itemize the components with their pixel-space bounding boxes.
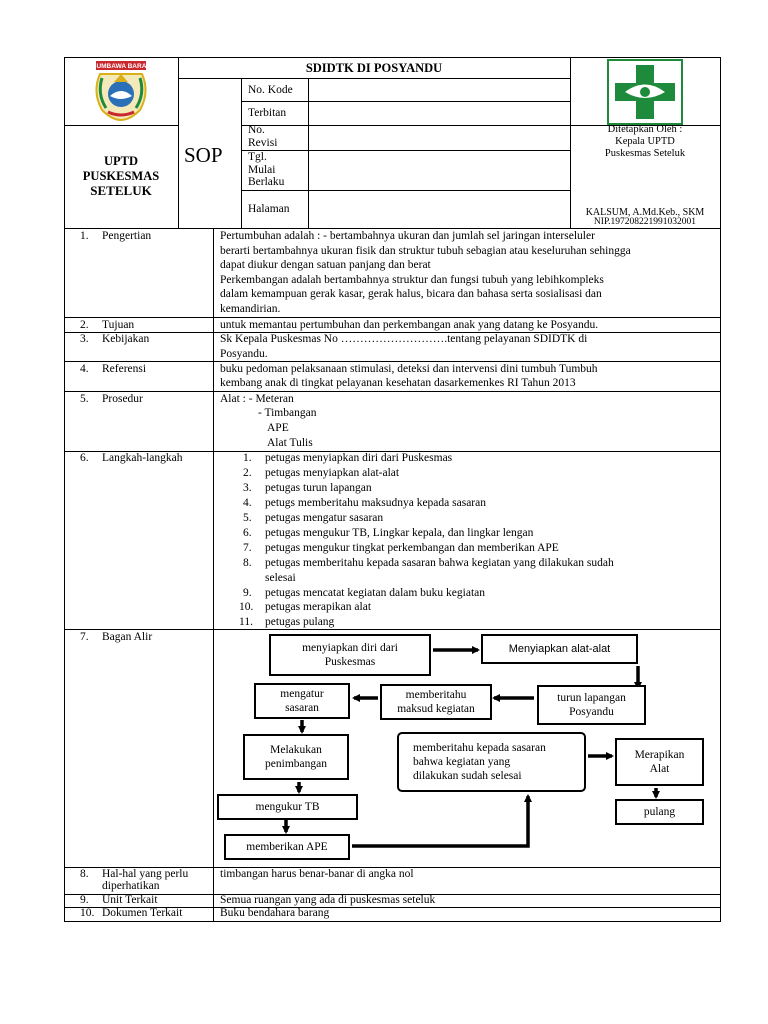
step-number: 6. [243,527,252,539]
meta-label-tgl-berlaku: Tgl. Mulai Berlaku [248,151,285,188]
step-number: 3. [243,482,252,494]
pengertian-line: kemandirian. [220,303,281,315]
pengertian-line: dalam kemampuan gerak kasar, gerak halus, bicara dan bahasa serta sosialisasi dan [220,288,602,300]
step-text: petugas pulang [265,616,335,628]
section-number: 2. [80,319,89,331]
org-name-line-2: PUSKESMAS [82,169,160,183]
pengertian-line: berarti bertambahnya ukuran fisik dan struktur tubuh sebagian atau keseluruhan sehingga [220,245,631,257]
section-label-prosedur: Prosedur [102,393,143,405]
approval-line-2: Kepala UPTD [615,136,675,147]
step-text: petugas memberitahu kepada sasaran bahwa kegiatan yang dilakukan sudah [265,557,614,569]
org-name-line-3: SETELUK [90,183,152,198]
step-number: 2. [243,467,252,479]
org-name-line-1: UPTD [103,154,139,168]
approval-signer: KALSUM, A.Md.Keb., SKM [585,207,705,218]
flow-box-rapikan-alat: Merapikan Alat [615,738,704,786]
section-label-dokumen-terkait: Dokumen Terkait [102,907,183,919]
meta-label-halaman: Halaman [248,203,290,215]
section-number: 3. [80,333,89,345]
document-title: SDIDTK DI POSYANDU [305,61,443,75]
step-number: 9. [243,587,252,599]
pengertian-line: Perkembangan adalah bertambahnya struktur dan fungsi tubuh yang lebihkompleks [220,274,604,286]
step-text: petugas mengatur sasaran [265,512,384,524]
prosedur-line: APE [267,422,289,434]
step-number: 10. [239,601,254,613]
referensi-line: kembang anak di tingkat pelayanan kesehatan dasarkemenkes RI Tahun 2013 [220,377,576,389]
section-label-hal-hal: Hal-hal yang perlu [102,868,189,880]
flow-box-ukur-tb: mengukur TB [217,794,358,820]
pengertian-line: Pertumbuhan adalah : - bertambahnya ukuran dan jumlah sel jaringan interseluler [220,230,595,242]
sop-label: SOP [184,143,223,167]
step-text: petugas menyiapkan alat-alat [265,467,400,479]
pengertian-line: dapat diukur dengan satuan panjang dan berat [220,259,431,271]
flow-box-beritahu-selesai: memberitahu kepada sasaran bahwa kegiatan yang dilakukan sudah selesai [397,732,586,792]
section-number: 6. [80,452,89,464]
step-text: petugas mengukur tingkat perkembangan dan memberikan APE [265,542,559,554]
section-label-bagan-alir: Bagan Alir [102,631,153,643]
step-number: 11. [239,616,253,628]
step-text: petugas menyiapkan diri dari Puskesmas [265,452,453,464]
section-number: 10. [80,907,95,919]
flow-box-beri-ape: memberikan APE [224,834,350,860]
section-label-hal-hal-2: diperhatikan [102,880,160,892]
meta-label-no-revisi: No. Revisi [248,124,278,149]
kebijakan-line: Sk Kepala Puskesmas No ……………………….tentang pelayanan SDIDTK di [220,333,588,345]
step-text: petugas turun lapangan [265,482,372,494]
dokumen-terkait-text: Buku bendahara barang [220,907,330,919]
step-number: 1. [243,452,252,464]
step-text: petugas mencatat kegiatan dalam buku kegiatan [265,587,486,599]
approval-line-3: Puskesmas Seteluk [604,148,686,159]
step-text: petugas merapikan alat [265,601,372,613]
section-label-tujuan: Tujuan [102,319,135,331]
referensi-line: buku pedoman pelaksanaan stimulasi, deteksi dan intervensi dini tumbuh Tumbuh [220,363,598,375]
section-number: 4. [80,363,89,375]
step-text: petugs memberitahu maksudnya kepada sasaran [265,497,486,509]
section-number: 8. [80,868,89,880]
svg-text:SUMBAWA BARAT: SUMBAWA BARAT [92,63,150,71]
section-label-unit-terkait: Unit Terkait [102,894,158,906]
flow-box-penimbangan: Melakukan penimbangan [243,734,349,780]
meta-label-terbitan: Terbitan [248,107,287,119]
step-number: 7. [243,542,252,554]
section-number: 5. [80,393,89,405]
flow-box-atur-sasaran: mengatur sasaran [254,683,350,719]
flow-box-pulang: pulang [615,799,704,825]
step-number: 5. [243,512,252,524]
hal-hal-text: timbangan harus benar-banar di angka nol [220,868,414,880]
section-number: 1. [80,230,89,242]
flow-box-siapkan-diri: menyiapkan diri dari Puskesmas [269,634,431,676]
section-label-langkah: Langkah-langkah [102,452,183,464]
approval-line-1: Ditetapkan Oleh : [607,124,683,135]
flow-box-turun-lapangan: turun lapangan Posyandu [537,685,646,725]
flow-box-beritahu-maksud: memberitahu maksud kegiatan [380,684,492,720]
section-label-referensi: Referensi [102,363,147,375]
step-text: petugas mengukur TB, Lingkar kepala, dan lingkar lengan [265,527,534,539]
tujuan-text: untuk memantau pertumbuhan dan perkembangan anak yang datang ke Posyandu. [220,319,599,331]
meta-label-no-kode: No. Kode [248,84,293,96]
prosedur-line: Alat Tulis [267,437,313,449]
section-number: 7. [80,631,89,643]
section-label-pengertian: Pengertian [102,230,152,242]
approval-nip: NIP.197208221991032001 [593,217,697,227]
step-number: 8. [243,557,252,569]
kebijakan-line: Posyandu. [220,348,268,360]
section-number: 9. [80,894,89,906]
flow-box-siapkan-alat: Menyiapkan alat-alat [481,634,638,664]
step-text: selesai [265,572,296,584]
section-label-kebijakan: Kebijakan [102,333,150,345]
step-number: 4. [243,497,252,509]
prosedur-line: - Timbangan [258,407,317,419]
unit-terkait-text: Semua ruangan yang ada di puskesmas seteluk [220,894,436,906]
prosedur-line: Alat : - Meteran [220,393,294,405]
